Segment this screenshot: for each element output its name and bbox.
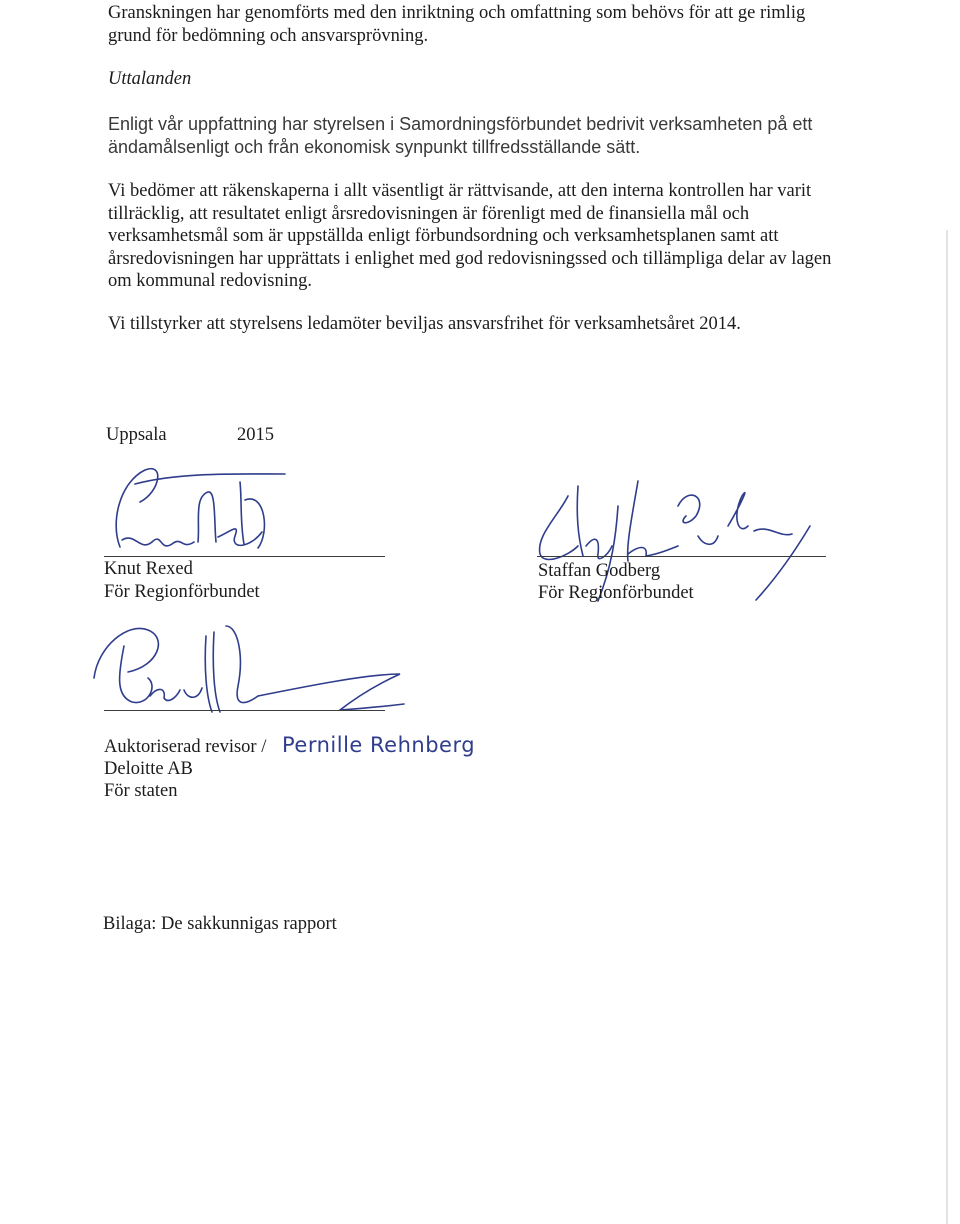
statement-paragraph-1: Enligt vår uppfattning har styrelsen i Samordningsförbundet bedrivit verksamheten på ett ändamålsenligt och från ekonomisk synpunkt tillfredsställande sätt. (108, 114, 813, 157)
section-heading: Uttalanden (108, 69, 192, 89)
attachment-note: Bilaga: De sakkunnigas rapport (103, 914, 337, 934)
auditor-organisation: För staten (104, 781, 178, 801)
intro-paragraph: Granskningen har genomförts med den inriktning och omfattning som behövs för att ge rimlig grund för bedömning och ansvarsprövning. (108, 3, 806, 46)
signatory-2-organisation: För Regionförbundet (538, 583, 694, 603)
signatory-1-organisation: För Regionförbundet (104, 582, 260, 602)
scan-edge (946, 230, 948, 1224)
signatory-2-name: Staffan Godberg (538, 561, 661, 581)
signature-line-1 (104, 556, 385, 557)
statement-paragraph-2: Vi bedömer att räkenskaperna i allt väsentligt är rättvisande, att den interna kontrollen har varit tillräcklig, att resultatet enligt årsredovisningen är förenligt med de finansiella mål och verksamhetsmål som är uppställda enligt förbundsordning och verksamhetsplanen samt att årsredovisningen har upprättats i enlighet med god redovisningssed och tillämpliga delar av lagen om kommunal redovisning. (108, 181, 832, 291)
signature-line-3 (104, 710, 385, 711)
auditor-title: Auktoriserad revisor / (104, 737, 267, 757)
place: Uppsala (106, 425, 167, 445)
recommendation-paragraph: Vi tillstyrker att styrelsens ledamöter beviljas ansvarsfrihet för verksamhetsåret 2014. (108, 314, 741, 334)
signature-line-2 (537, 556, 826, 557)
auditor-firm: Deloitte AB (104, 759, 193, 779)
year: 2015 (237, 425, 274, 445)
signatory-1-name: Knut Rexed (104, 559, 193, 579)
auditor-handwritten-name: Pernille Rehnberg (282, 733, 476, 757)
signature-knut-rexed (90, 462, 310, 562)
signature-auditor (88, 616, 408, 720)
